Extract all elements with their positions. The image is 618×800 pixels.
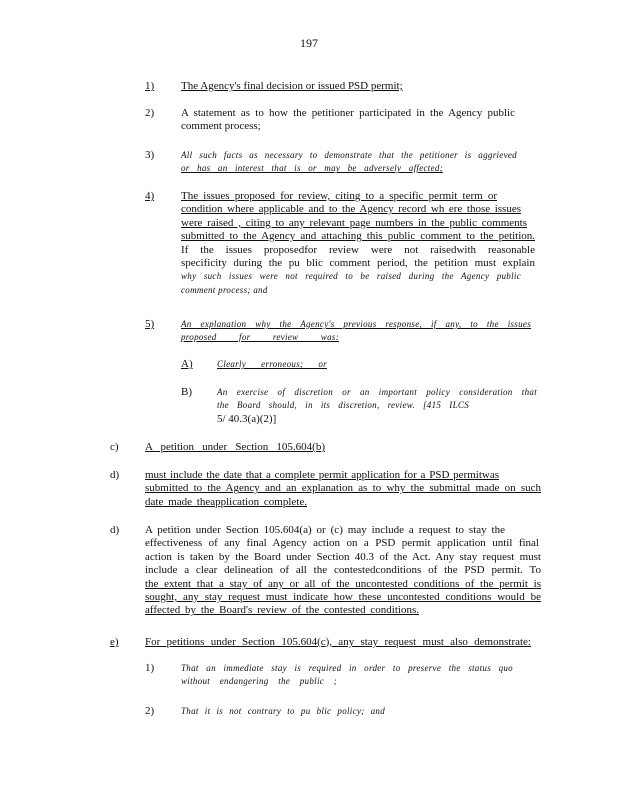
item-text-d2-line-5: the extent that a stay of any or all of the uncontested conditions of the permit is bbox=[145, 577, 541, 590]
item-label-a: A) bbox=[181, 358, 193, 370]
item-label-e2: 2) bbox=[145, 705, 155, 717]
item-text-2-line-1: A statement as to how the petitioner participated in the Agency public bbox=[181, 107, 515, 119]
item-label-c: c) bbox=[110, 441, 119, 453]
item-text-e2: That it is not contrary to pu blic policy; and bbox=[181, 706, 385, 716]
item-text-c: A petition under Section 105.604(b) bbox=[145, 441, 325, 453]
item-text-4-line-7: why such issues were not required to be raised during the Agency public bbox=[181, 271, 521, 282]
item-text-e1-line-2: without endangering the public ; bbox=[181, 676, 337, 687]
item-label-d1: d) bbox=[110, 469, 120, 481]
item-text-3-line-2: or has an interest that is or may be adversely affected; bbox=[181, 163, 443, 174]
item-label-b: B) bbox=[181, 386, 192, 398]
item-text-d2-line-3: action is taken by the Board under Section 40.3 of the Act. Any stay request must bbox=[145, 550, 541, 563]
item-text-3-line-1: All such facts as necessary to demonstrate that the petitioner is aggrieved bbox=[181, 150, 517, 160]
item-text-4-line-2: condition where applicable and to the Agency record wh ere those issues bbox=[181, 203, 521, 216]
item-label-e: e) bbox=[110, 636, 119, 648]
item-text-d1-line-1: must include the date that a complete permit application for a PSD permitwas bbox=[145, 469, 499, 481]
item-text-e1-line-1: That an immediate stay is required in order to preserve the status quo bbox=[181, 663, 513, 673]
item-label-e1: 1) bbox=[145, 662, 155, 674]
item-text-4-line-5: If the issues proposedfor review were not raisedwith reasonable bbox=[181, 243, 535, 256]
item-label-5: 5) bbox=[145, 318, 155, 330]
item-text-4-line-4: submitted to the Agency and attaching this public comment to the petition. bbox=[181, 230, 535, 243]
item-text-d1-line-2: submitted to the Agency and an explanation as to why the submittal made on such bbox=[145, 482, 541, 495]
item-text-d2-line-2: effectiveness of any final Agency action on a PSD permit application until final bbox=[145, 537, 539, 550]
item-text-5-line-1: An explanation why the Agency's previous response, if any, to the issues bbox=[181, 319, 531, 329]
page-number: 197 bbox=[300, 36, 318, 50]
item-text-d1-line-3: date made theapplication complete. bbox=[145, 495, 307, 508]
item-text-5-line-2: proposed for review was: bbox=[181, 332, 339, 343]
item-label-d2: d) bbox=[110, 524, 120, 536]
item-text-4-line-8: comment process; and bbox=[181, 284, 268, 295]
item-text-a: Clearly erroneous; or bbox=[217, 359, 327, 369]
item-label-4: 4) bbox=[145, 190, 155, 202]
item-text-d2-line-4: include a clear delineation of all the contestedconditions of the PSD permit. To bbox=[145, 564, 541, 577]
item-label-3: 3) bbox=[145, 149, 155, 161]
item-text-d2-line-6: sought, any stay request must indicate how these uncontested conditions would be bbox=[145, 591, 541, 604]
item-text-b-line-1: An exercise of discretion or an important policy consideration that bbox=[217, 387, 537, 397]
item-text-e: For petitions under Section 105.604(c), any stay request must also demonstrate: bbox=[145, 636, 531, 648]
item-text-4-line-3: were raised , citing to any relevant page numbers in the public comments bbox=[181, 216, 527, 229]
item-label-2: 2) bbox=[145, 107, 155, 119]
item-text-d2-line-7: affected by the Board's review of the contested conditions. bbox=[145, 604, 419, 617]
item-text-d2-line-1: A petition under Section 105.604(a) or (c) may include a request to stay the bbox=[145, 524, 505, 536]
item-text-b-line-3: 5/ 40.3(a)(2)] bbox=[217, 412, 277, 425]
item-text-2-line-2: comment process; bbox=[181, 120, 261, 133]
item-text-4-line-6: specificity during the pu blic comment period, the petition must explain bbox=[181, 257, 535, 270]
item-label-1: 1) bbox=[145, 80, 155, 92]
item-text-1: The Agency's final decision or issued PSD permit; bbox=[181, 80, 403, 92]
item-text-4-line-1: The issues proposed for review, citing to a specific permit term or bbox=[181, 190, 497, 202]
item-text-b-line-2: the Board should, in its discretion, review. [415 ILCS bbox=[217, 400, 469, 411]
